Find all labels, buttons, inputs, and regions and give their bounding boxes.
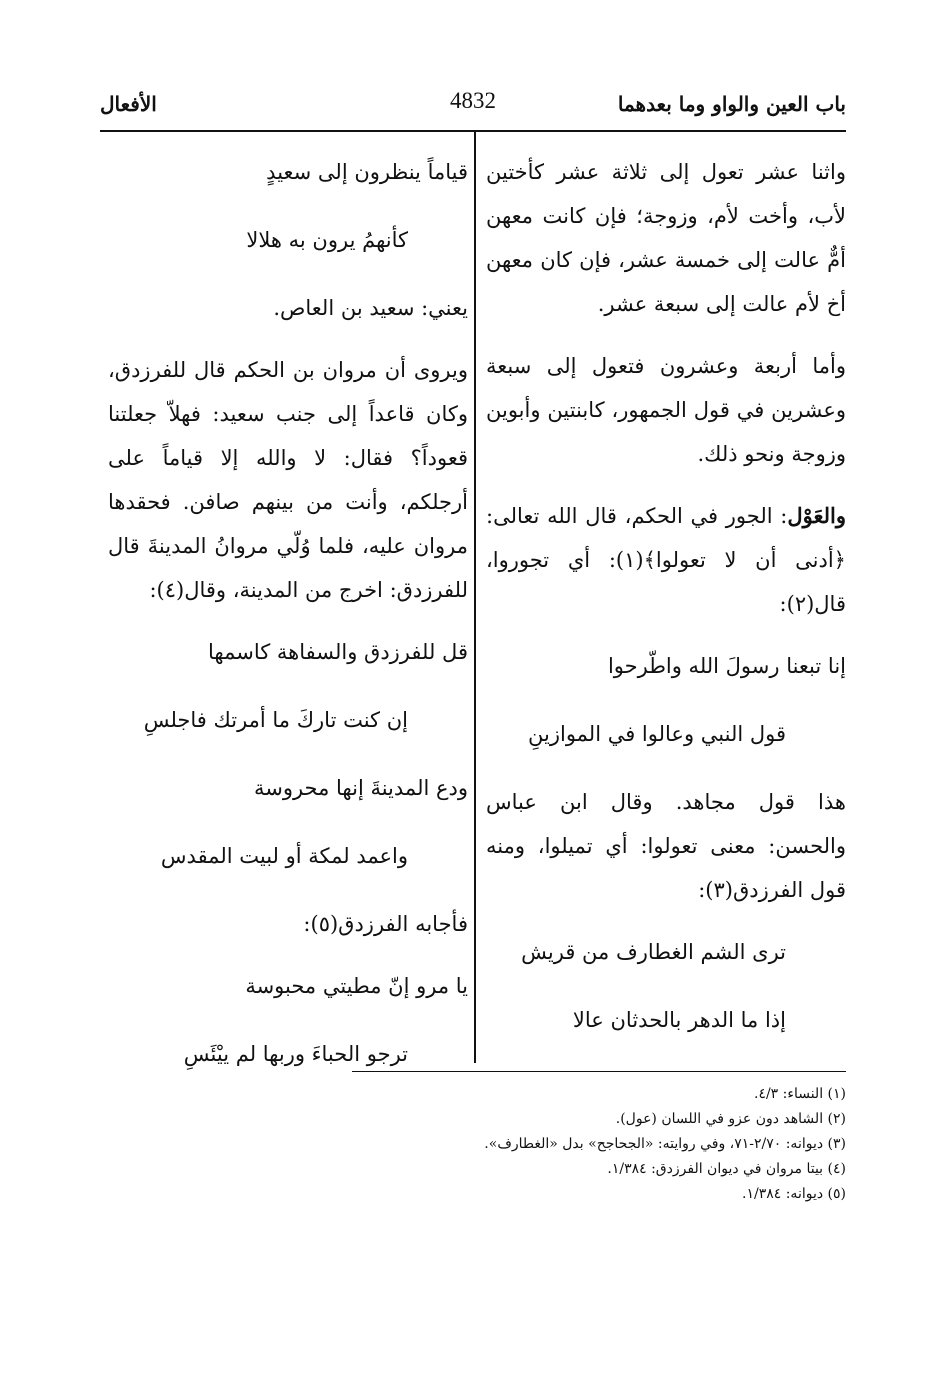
verse-line: قياماً ينظرون إلى سعيدٍ [266, 160, 468, 184]
verse-line: إن كنت تاركَ ما أمرتك فاجلسِ [143, 708, 408, 732]
verse-line: كأنهمُ يرون به هلالا [246, 228, 408, 252]
chapter-title: باب العين والواو وما بعدهما [617, 92, 846, 116]
verse-line: ترى الشم الغطارف من قريش [521, 940, 786, 964]
footnote: (٢) الشاهد دون عزو في اللسان (عول). [615, 1111, 846, 1127]
footnote: (٤) بيتا مروان في ديوان الفرزدق: ١/٣٨٤. [607, 1161, 846, 1177]
verse-line: واعمد لمكة أو لبيت المقدس [160, 844, 408, 868]
verse-line: ترجو الحباءَ وربها لم ييْئَسِ [183, 1042, 408, 1066]
paragraph-text: : الجور في الحكم، قال الله تعالى: ﴿أدنى أن لا تعولوا﴾(١): أي تجوروا، قال(٢): [486, 504, 846, 616]
column-divider [474, 131, 476, 1063]
footnote-rule [352, 1071, 846, 1072]
verse-line: يا مرو إنّ مطيتي محبوسة [245, 974, 468, 998]
footnote: (٥) ديوانه: ١/٣٨٤. [742, 1186, 846, 1202]
paragraph: يعني: سعيد بن العاص. [273, 296, 468, 320]
verse-line: قول النبي وعالوا في الموازينِ [528, 722, 786, 746]
paragraph: ويروى أن مروان بن الحكم قال للفرزدق، وكان قاعداً إلى جنب سعيد: فهلاّ جعلتنا قعوداً؟ فقال: لا والله إلا قياماً على أرجلكم، وأنت من بينهم صافن. فحقدها مروان عليه، فلما وُلّي مروانُ المدينةَ قال للفرزدق: اخرج من المدينة، وقال(٤): [108, 358, 468, 602]
footnote: (٣) ديوانه: ٢/٧٠-٧١، وفي روايته: «الجحاجح» بدل «الغطارف». [484, 1136, 846, 1152]
left-column [108, 150, 468, 1100]
page-header [100, 88, 846, 128]
section-title: الأفعال [100, 92, 157, 116]
verse-line: إنا تبعنا رسولَ الله واطّرحوا [607, 654, 846, 678]
footnotes [386, 1082, 846, 1207]
paragraph: هذا قول مجاهد. وقال ابن عباس والحسن: معنى تعولوا: أي تميلوا، ومنه قول الفرزدق(٣): [486, 790, 846, 902]
verse-line: إذا ما الدهر بالحدثان عالا [572, 1008, 786, 1032]
paragraph: فأجابه الفرزدق(٥): [303, 912, 468, 936]
right-column [486, 150, 846, 1066]
header-rule [100, 130, 846, 132]
footnote: (١) النساء: ٤/٣. [753, 1086, 846, 1102]
verse-line: ودع المدينةَ إنها محروسة [253, 776, 468, 800]
paragraph: واثنا عشر تعول إلى ثلاثة عشر كأختين لأب، وأخت لأم، وزوجة؛ فإن كانت معهن أمٌّ عالت إلى خمسة عشر، فإن كان معهن أخ لأم عالت إلى سبعة عشر. [486, 160, 846, 316]
verse-line: قل للفرزدق والسفاهة كاسمها [208, 640, 468, 664]
page-number: 4832 [450, 88, 496, 113]
paragraph [486, 494, 846, 626]
paragraph: وأما أربعة وعشرون فتعول إلى سبعة وعشرين في قول الجمهور، كابنتين وأبوين وزوجة ونحو ذلك. [486, 354, 846, 466]
entry-headword: والعَوْل [787, 503, 846, 528]
